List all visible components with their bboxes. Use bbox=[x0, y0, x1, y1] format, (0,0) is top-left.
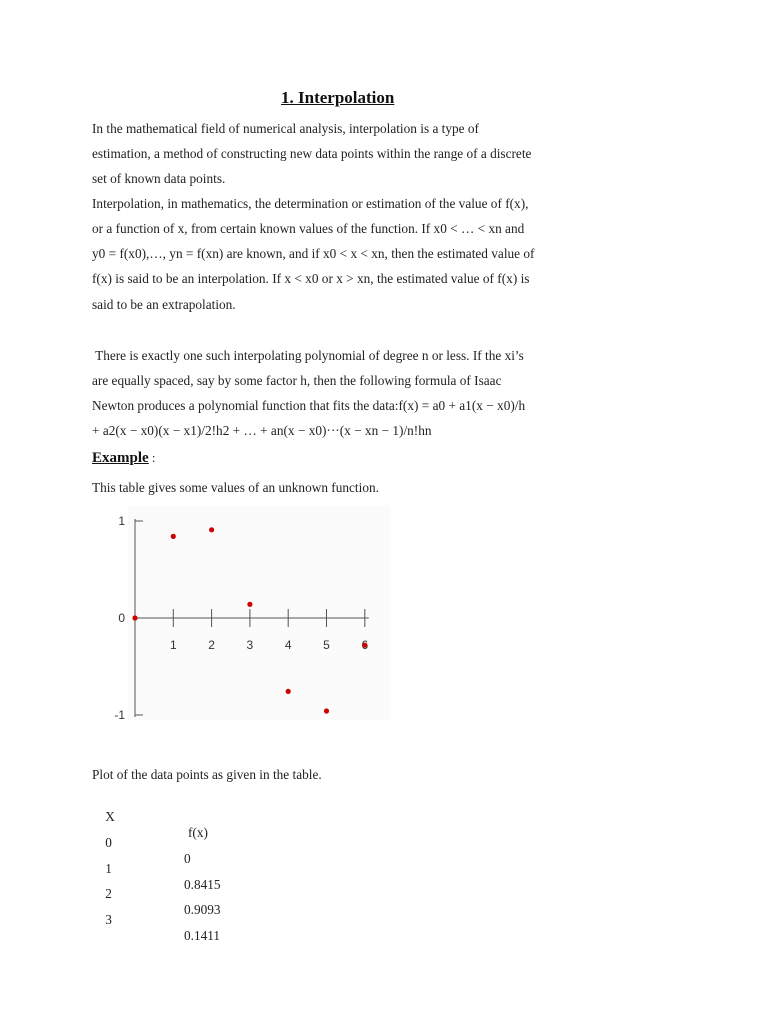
data-point bbox=[324, 708, 329, 713]
scatter-plot bbox=[100, 505, 400, 730]
table-cell-x: 0 bbox=[105, 835, 112, 850]
table-cell-x: 3 bbox=[105, 912, 112, 927]
data-point bbox=[209, 527, 214, 532]
paragraph-line: f(x) is said to be an interpolation. If x < x0 or x > xn, the estimated value of f(x) is bbox=[92, 271, 530, 286]
example-heading bbox=[92, 450, 156, 467]
paragraph-line: said to be an extrapolation. bbox=[92, 297, 236, 312]
data-point bbox=[362, 643, 367, 648]
paragraph-line: set of known data points. bbox=[92, 171, 226, 186]
paragraph-line: In the mathematical field of numerical analysis, interpolation is a type of bbox=[92, 121, 479, 136]
paragraph-line: Newton produces a polynomial function that fits the data:f(x) = a0 + a1(x − x0)/h bbox=[92, 398, 526, 413]
x-tick-label: 5 bbox=[323, 638, 330, 652]
plot-background bbox=[128, 505, 390, 720]
x-tick-label: 3 bbox=[246, 638, 254, 652]
paragraph-line: There is exactly one such interpolating polynomial of degree n or less. If the xi’s bbox=[92, 348, 524, 363]
table-cell-x: 1 bbox=[105, 861, 112, 876]
table-header-x: X bbox=[105, 809, 115, 824]
table-cell-fx: 0.9093 bbox=[184, 902, 221, 917]
paragraph-line: are equally spaced, say by some factor h, then the following formula of Isaac bbox=[92, 373, 502, 388]
table-cell-fx: 0.1411 bbox=[184, 928, 221, 943]
table-cell-fx: 0.8415 bbox=[184, 877, 221, 892]
paragraph-line: or a function of x, from certain known values of the function. If x0 < … < xn and bbox=[92, 221, 525, 236]
data-point bbox=[247, 602, 252, 607]
plot-caption: Plot of the data points as given in the table. bbox=[92, 767, 322, 782]
x-tick-label: 2 bbox=[208, 638, 215, 652]
data-point bbox=[171, 534, 176, 539]
section-heading: 1. Interpolation bbox=[281, 88, 395, 107]
x-tick-label: 4 bbox=[284, 638, 292, 652]
y-tick-label: 0 bbox=[118, 611, 125, 625]
paragraph-line: y0 = f(x0),…, yn = f(xn) are known, and if x0 < x < xn, then the estimated value of bbox=[92, 246, 535, 261]
y-tick-label: 1 bbox=[118, 514, 125, 528]
data-point bbox=[286, 689, 291, 694]
data-point bbox=[132, 615, 137, 620]
paragraph-line: Interpolation, in mathematics, the determination or estimation of the value of f(x), bbox=[92, 196, 529, 211]
y-tick-label: -1 bbox=[114, 708, 125, 722]
paragraph-line: estimation, a method of constructing new data points within the range of a discrete bbox=[92, 146, 532, 161]
example-intro: This table gives some values of an unknown function. bbox=[92, 480, 379, 495]
paragraph-line: + a2(x − x0)(x − x1)/2!h2 + … + an(x − x0)···(x − xn − 1)/n!hn bbox=[92, 423, 432, 438]
example-label: Example bbox=[92, 450, 149, 466]
table-header-fx: f(x) bbox=[188, 825, 208, 840]
example-colon: : bbox=[148, 450, 156, 465]
x-tick-label: 1 bbox=[169, 638, 177, 652]
table-cell-fx: 0 bbox=[184, 851, 191, 866]
table-cell-x: 2 bbox=[105, 886, 112, 901]
